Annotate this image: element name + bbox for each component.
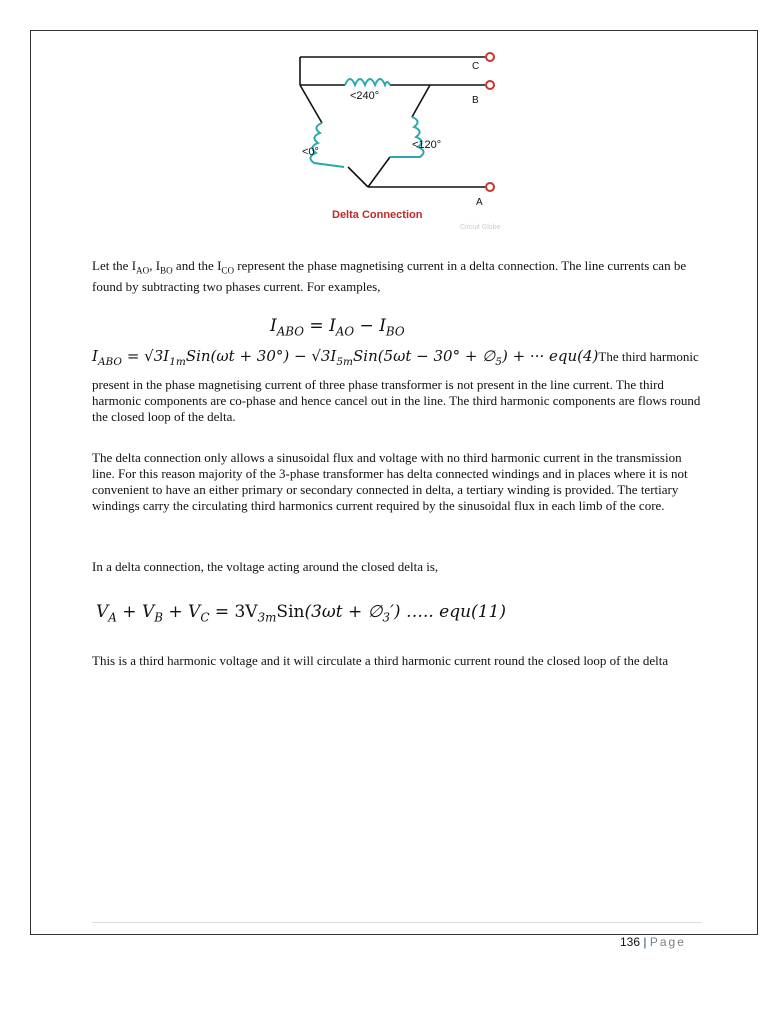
terminal-c-icon [486,53,494,61]
paragraph-4: In a delta connection, the voltage acting around the closed delta is, [92,559,439,574]
delta-connection-diagram [290,45,520,235]
paragraph-5: This is a third harmonic voltage and it will circulate a third harmonic current round the closed loop of the delta [92,653,669,668]
page-footer [620,935,686,949]
equation-2-tail: The third harmonic [598,349,699,364]
angle-top: <240° [350,90,380,102]
coil-right [390,117,424,157]
coil-top [345,79,390,85]
diagram-watermark: Circuit Globe [460,224,501,231]
equation-3: $V_A + V_B + V_C = 3V_{3m}Sin(3\omega t$ + $\emptyset_3'$) ….. equ(11) [96,602,506,625]
page-number: 136 [620,935,641,949]
equation-2: $I_{ABO} = √3I_{1m}Sin(\omega t + 30^\circ) - √3I_{5m}Sin(5\omega t - 30^\circ$ + $\emptyset_5$) + ··· equ(4)The third harmonic [92,347,699,368]
terminal-a-icon [486,183,494,191]
angle-left: <0° [302,146,319,158]
footer-separator: | [643,935,647,949]
diagram-caption: Delta Connection [332,209,423,221]
paragraph-3: The delta connection only allows a sinusoidal flux and voltage with no third harmonic current in the transmission line. For this reason majority of the 3-phase transformer has delta connected windings and in places where it is not convenient to have an either primary or secondary connected in delta, a tertiary winding is provided. The tertiary windings carry the circulating third harmonics current required by the sinusoidal flux in each limb of the core. [92,450,688,513]
equation-1: $I_{ABO} = I_{AO} - I_{BO}$ [270,316,405,339]
paragraph-1: Let the $I_{AO}$, $I_{BO}$ and the $I_{CO}$ represent the phase magnetising current in a delta connection. The line currents can be found by subtracting two phases current. For examples, [92,258,687,294]
label-b: B [472,95,479,106]
label-c: C [472,61,480,72]
coil-left [310,123,344,167]
page-label: Page [649,935,686,949]
paragraph-2: present in the phase magnetising current of three phase transformer is not present in the line current. The third harmonic components are co-phase and hence cancel out in the line. The third harmonic components are flows round the closed loop of the delta. [92,377,701,424]
footer-divider [92,922,702,923]
label-a: A [476,197,483,208]
angle-right: <120° [412,139,442,151]
terminal-b-icon [486,81,494,89]
